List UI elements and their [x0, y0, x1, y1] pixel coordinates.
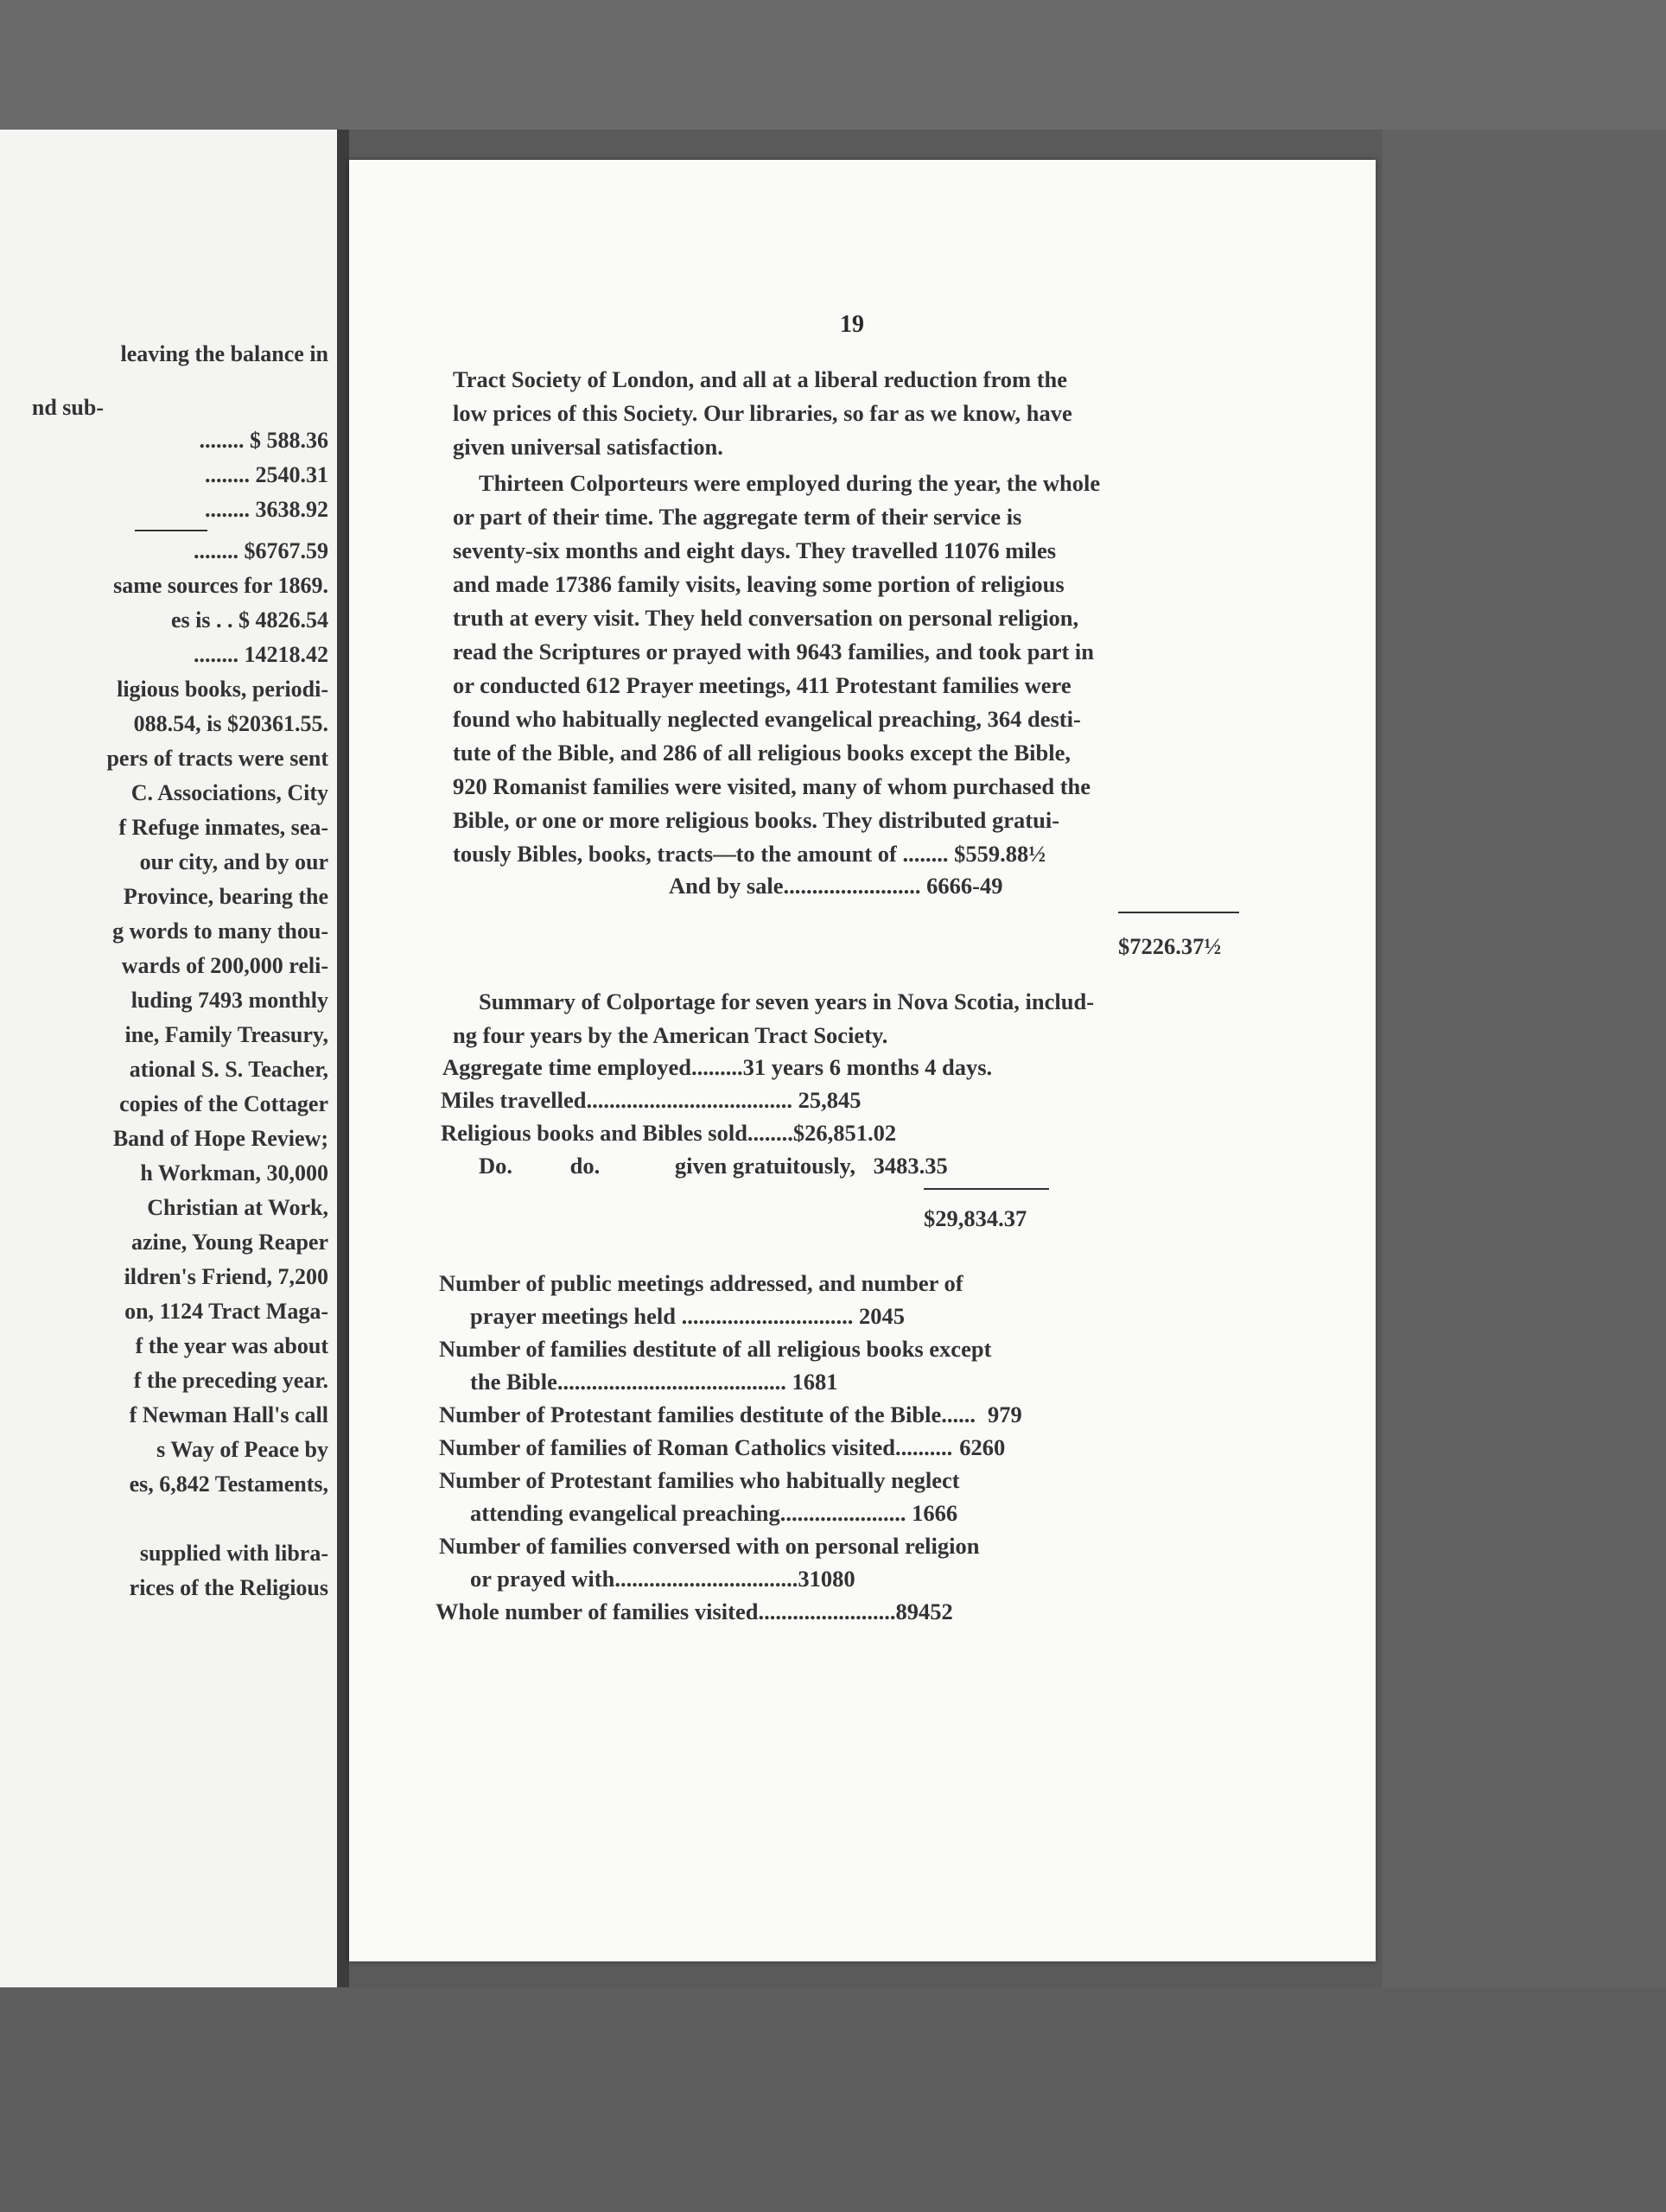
- left-line: pers of tracts were sent: [106, 746, 328, 771]
- stat-row: [470, 1566, 855, 1592]
- left-line: wards of 200,000 reli-: [121, 953, 328, 978]
- scanner-bottom-margin: [0, 1987, 1666, 2212]
- stat-value: 979: [987, 1402, 1022, 1427]
- stat-row: [439, 1402, 1022, 1428]
- left-line: g words to many thou-: [112, 918, 328, 944]
- left-line: f the preceding year.: [133, 1368, 328, 1393]
- left-line: ine, Family Treasury,: [124, 1022, 328, 1047]
- left-line: Band of Hope Review;: [112, 1126, 328, 1151]
- left-line: s Way of Peace by: [156, 1437, 328, 1462]
- text-line: seventy-six months and eight days. They travelled 11076 miles: [453, 537, 1057, 563]
- paragraph-colporteurs: [453, 467, 1256, 871]
- books-sold-line: Religious books and Bibles sold........$26,851.02: [441, 1120, 897, 1146]
- miles-row: [441, 1087, 1244, 1114]
- left-line: ........ 14218.42: [194, 642, 328, 667]
- text-line: or part of their time. The aggregate term of their service is: [453, 504, 1022, 530]
- text-line: Thirteen Colporteurs were employed during the year, the whole: [479, 470, 1101, 496]
- left-line: f the year was about: [135, 1333, 328, 1358]
- left-line: ........ 3638.92: [205, 497, 328, 522]
- scanner-top-margin: [0, 0, 1666, 130]
- stat-row: [470, 1369, 837, 1395]
- paragraph-summary: [453, 985, 1256, 1052]
- given-value: 3483.35: [873, 1153, 948, 1179]
- left-line: ........ $6767.59: [194, 538, 328, 563]
- stat-value: 1681: [792, 1369, 838, 1395]
- left-line: ational S. S. Teacher,: [129, 1057, 328, 1082]
- left-sum-rule: [135, 530, 207, 531]
- sum-rule: [1118, 912, 1239, 913]
- stat-value: 31080: [798, 1566, 855, 1592]
- text-line: found who habitually neglected evangelical preaching, 364 desti-: [453, 706, 1081, 732]
- text-line: and made 17386 family visits, leaving some portion of religious: [453, 571, 1065, 597]
- miles-value: 25,845: [798, 1087, 862, 1113]
- left-line: ........ $ 588.36: [199, 428, 328, 453]
- left-line: Province, bearing the: [123, 884, 328, 909]
- left-line: ildren's Friend, 7,200: [124, 1264, 328, 1289]
- left-line: leaving the balance in: [120, 341, 328, 366]
- stat-label: Number of public meetings addressed, and number of: [439, 1270, 963, 1296]
- text-line: tute of the Bible, and 286 of all religious books except the Bible,: [453, 740, 1071, 766]
- text-line: given universal satisfaction.: [453, 434, 723, 460]
- stat-row: [470, 1500, 957, 1527]
- left-line: on, 1124 Tract Maga-: [124, 1299, 328, 1324]
- scanner-right-margin: [1383, 130, 1666, 1987]
- stat-value: 6260: [959, 1434, 1006, 1460]
- left-line: Christian at Work,: [147, 1195, 328, 1220]
- stat-row: [439, 1434, 1005, 1461]
- paragraph-continuation: [453, 363, 1256, 464]
- left-line: supplied with libra-: [139, 1541, 328, 1566]
- text-line: Summary of Colportage for seven years in Nova Scotia, includ-: [479, 988, 1095, 1014]
- leader-dots: ..............................: [675, 1303, 859, 1329]
- stat-value: 2045: [858, 1303, 905, 1329]
- leader-dots: ....................................: [586, 1087, 798, 1113]
- aggregate-time-line: Aggregate time employed.........31 years 6 months 4 days.: [442, 1054, 993, 1080]
- left-line: es, 6,842 Testaments,: [129, 1471, 328, 1497]
- text-line: tously Bibles, books, tracts—to the amount of ........ $559.88½: [453, 841, 1046, 867]
- left-line: rices of the Religious: [129, 1575, 328, 1600]
- left-line: copies of the Cottager: [119, 1091, 328, 1116]
- total-amount: $29,834.37: [924, 1205, 1027, 1231]
- book-gutter: [337, 130, 349, 1987]
- left-line: 088.54, is $20361.55.: [133, 711, 328, 736]
- stat-value: 1666: [912, 1500, 958, 1526]
- leader-dots: ................................: [614, 1566, 798, 1592]
- stat-label-cont: the Bible: [470, 1369, 557, 1395]
- stat-label-cont: prayer meetings held: [470, 1303, 676, 1329]
- stat-value: 89452: [895, 1599, 953, 1624]
- left-line: azine, Young Reaper: [131, 1230, 328, 1255]
- text-line: truth at every visit. They held conversation on personal religion,: [453, 605, 1079, 631]
- page-number: 19: [840, 311, 864, 338]
- stat-label-cont: or prayed with: [470, 1566, 615, 1592]
- text-line: Bible, or one or more religious books. They distributed gratui-: [453, 807, 1060, 833]
- text-line: read the Scriptures or prayed with 9643 families, and took part in: [453, 639, 1095, 664]
- stat-label: Number of families destitute of all religious books except: [439, 1336, 992, 1362]
- stat-label: Number of Protestant families who habitually neglect: [439, 1467, 960, 1493]
- left-line: ligious books, periodi-: [117, 677, 328, 702]
- stat-row: [436, 1599, 953, 1625]
- by-sale-line: And by sale........................ 6666-49: [669, 873, 1003, 899]
- total-amount: $7226.37½: [1118, 933, 1222, 959]
- left-line: nd sub-: [31, 395, 104, 420]
- left-line: f Newman Hall's call: [129, 1402, 328, 1427]
- do-label: Do.: [479, 1153, 513, 1179]
- left-page: [0, 130, 337, 1987]
- left-line: f Refuge inmates, sea-: [118, 815, 328, 840]
- given-label: given gratuitously,: [674, 1153, 855, 1179]
- miles-label: Miles travelled: [441, 1087, 587, 1113]
- left-line: C. Associations, City: [130, 780, 328, 805]
- stat-label: Number of Protestant families destitute of the Bible......: [439, 1402, 976, 1427]
- left-line: es is . . $ 4826.54: [171, 607, 328, 632]
- left-line: luding 7493 monthly: [130, 988, 328, 1013]
- leader-dots: ......................: [779, 1500, 912, 1526]
- given-row: [479, 1153, 948, 1179]
- right-page: [349, 160, 1376, 1961]
- do-label: do.: [569, 1153, 601, 1179]
- sum-rule: [924, 1188, 1049, 1190]
- left-line: ........ 2540.31: [205, 462, 328, 487]
- leader-dots: ........................: [758, 1599, 896, 1624]
- left-line: same sources for 1869.: [113, 573, 328, 598]
- text-line: Tract Society of London, and all at a liberal reduction from the: [453, 366, 1068, 392]
- stat-label: Whole number of families visited: [436, 1599, 759, 1624]
- stat-label: Number of families of Roman Catholics visited..........: [439, 1434, 953, 1460]
- leader-dots: ........................................: [556, 1369, 792, 1395]
- stat-label-cont: attending evangelical preaching: [470, 1500, 780, 1526]
- stat-label: Number of families conversed with on personal religion: [439, 1533, 980, 1559]
- text-line: 920 Romanist families were visited, many of whom purchased the: [453, 773, 1091, 799]
- left-line: h Workman, 30,000: [140, 1160, 328, 1185]
- stat-row: [470, 1303, 1230, 1330]
- text-line: or conducted 612 Prayer meetings, 411 Protestant families were: [453, 672, 1071, 698]
- left-line: our city, and by our: [139, 849, 328, 874]
- text-line: low prices of this Society. Our libraries, so far as we know, have: [453, 400, 1072, 426]
- text-line: ng four years by the American Tract Society.: [453, 1022, 888, 1048]
